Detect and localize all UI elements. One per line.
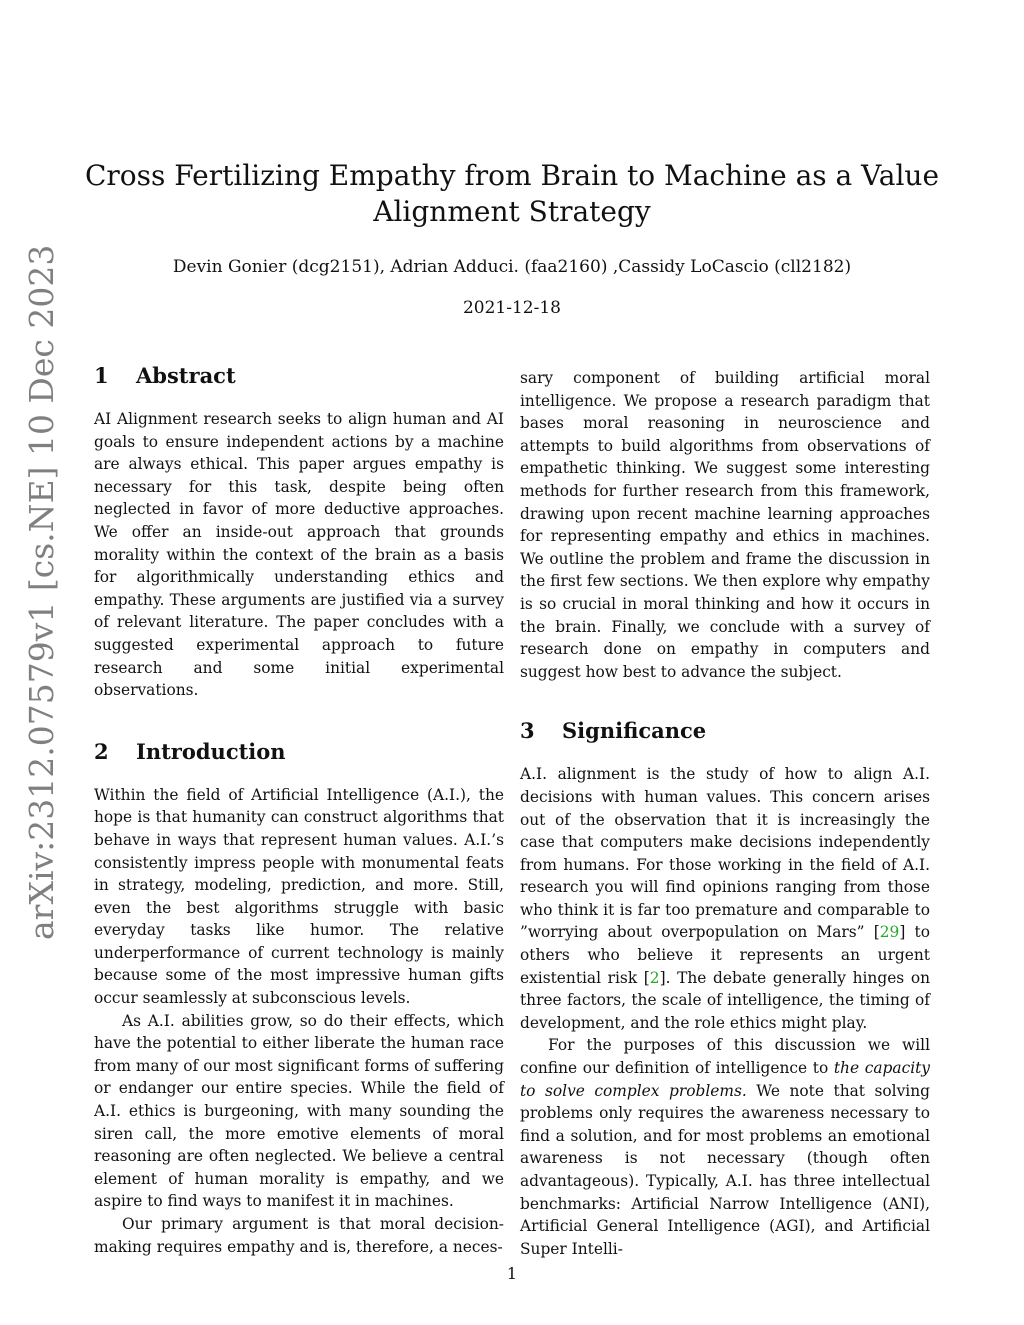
paper-date: 2021-12-18 xyxy=(462,298,561,318)
text-span: ]. The debate generally hinges on three factors, the scale of intelligence, the timing of development, and the role ethics might play. xyxy=(520,968,930,1032)
text-span: For the purposes of this discussion we will confine our definition of intelligence to xyxy=(520,1036,930,1078)
left-column xyxy=(94,362,504,1258)
section-heading-significance xyxy=(520,717,930,745)
significance-paragraph-1 xyxy=(520,763,930,1034)
significance-paragraph-2 xyxy=(520,1034,930,1260)
author-list: Devin Gonier (dcg2151), Adrian Adduci. (faa2160) ,Cassidy LoCascio (cll2182) xyxy=(172,257,852,277)
section-title: Significance xyxy=(562,718,707,744)
abstract-text: AI Alignment research seeks to align human and AI goals to ensure independent actions by a machine are always ethical. This paper argues empathy is necessary for this task, despite being often neglected in favor of more deductive approaches. We offer an inside-out approach that grounds morality within the context of the brain as a basis for algorithmically understanding ethics and empathy. These arguments are justified via a survey of relevant literature. The paper concludes with a suggested experimental approach to future research and some initial experimental observations. xyxy=(94,410,504,700)
section-number: 1 xyxy=(94,363,109,388)
intro-paragraph-3-start: Our primary argument is that moral decision-making requires empathy and is, therefore, a neces- xyxy=(94,1215,504,1256)
intro-paragraph-2: As A.I. abilities grow, so do their effects, which have the potential to either liberate the human race from many of our most significant forms of suffering or endanger our entire species. While the field of A.I. ethics is burgeoning, with many sounding the siren call, the more emotive elements of moral reasoning are often neglected. We believe a central element of human morality is empathy, and we aspire to find ways to manifest it in machines. xyxy=(94,1011,504,1211)
arxiv-identifier: arXiv:2312.07579v1 [cs.NE] 10 Dec 2023 xyxy=(22,244,61,940)
citation-link[interactable]: 29 xyxy=(879,923,900,942)
paper-title: Cross Fertilizing Empathy from Brain to Machine as a Value Alignment Strategy xyxy=(84,159,940,228)
section-title: Abstract xyxy=(136,363,236,388)
intro-paragraph-1: Within the field of Artificial Intelligence (A.I.), the hope is that humanity can construct algorithms that behave in ways that represent human values. A.I.’s consistently impress people with monumental feats in strategy, modeling, prediction, and more. Still, even the best algorithms struggle with basic everyday tasks like humor. The relative underperformance of current technology is mainly because some of the most impressive human gifts occur seamlessly at subconscious levels. xyxy=(94,785,504,1008)
section-title: Introduction xyxy=(136,738,286,764)
text-span: ] to others who believe it represents an urgent existential risk [ xyxy=(520,923,930,987)
section-number: 3 xyxy=(520,718,535,744)
section-heading-abstract xyxy=(94,362,504,390)
page-number: 1 xyxy=(506,1264,518,1283)
text-span: A.I. alignment is the study of how to align A.I. decisions with human values. This concern arises out of the observation that it is increasingly the case that computers make decisions independently from humans. For those working in the field of A.I. research you will find opinions ranging from those who think it is far too premature and comparable to ”worrying about overpopulation on Mars” [ xyxy=(520,765,930,942)
emphasized-definition: the capacity to solve complex problems. xyxy=(520,1059,930,1100)
citation-link[interactable]: 2 xyxy=(649,968,660,987)
text-span: We note that solving problems only requires the awareness necessary to find a solution, and for most problems an emotional awareness is not necessary (though often advantageous). Typically, A.I. has three intellectual benchmarks: Artificial Narrow Intelligence (ANI), Artificial General Intelligence (AGI), and Artificial Super Intelli- xyxy=(520,1081,930,1258)
section-number: 2 xyxy=(94,738,109,764)
right-column xyxy=(520,367,930,1260)
intro-paragraph-3-continued: sary component of building artificial moral intelligence. We propose a research paradigm that bases moral reasoning in neuroscience and attempts to build algorithms from observations of empathetic thinking. We suggest some interesting methods for further research from this framework, drawing upon recent machine learning approaches for representing empathy and ethics in machines. We outline the problem and frame the discussion in the first few sections. We then explore why empathy is so crucial in moral thinking and how it occurs in the brain. Finally, we conclude with a survey of research done on empathy in computers and suggest how best to advance the subject. xyxy=(520,369,930,681)
section-heading-introduction xyxy=(94,738,504,766)
